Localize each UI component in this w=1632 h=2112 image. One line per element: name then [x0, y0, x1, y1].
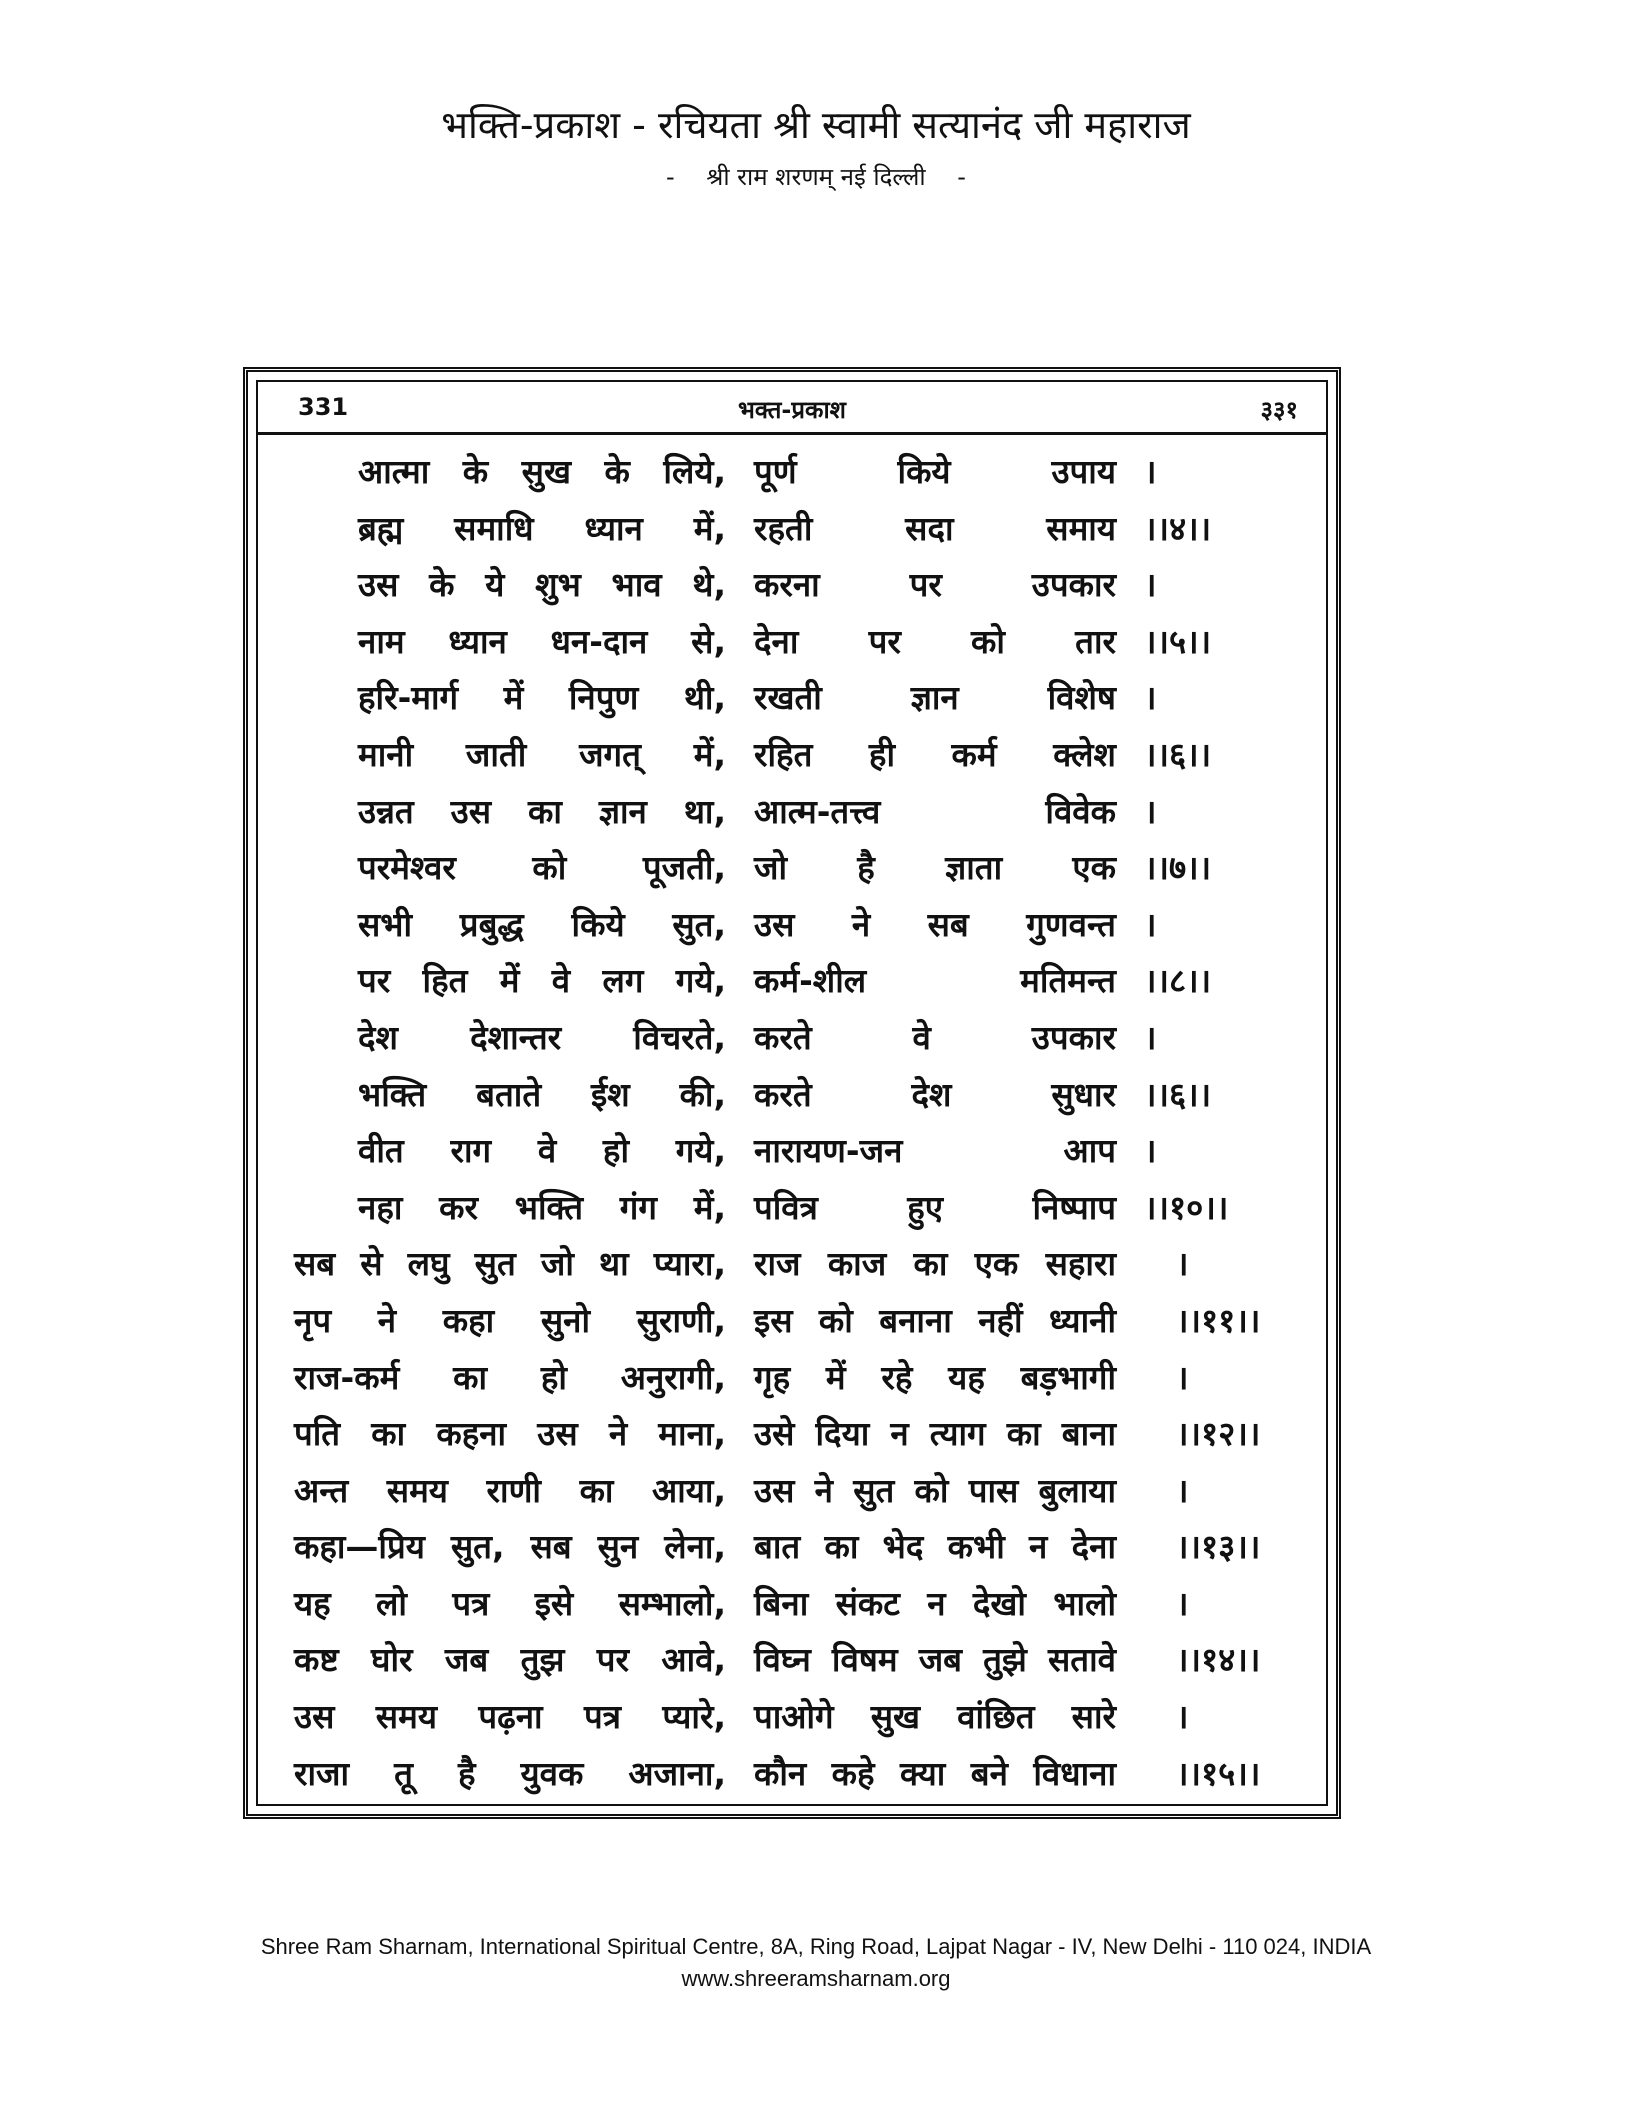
- verse-number: ।।६।।: [1144, 1074, 1212, 1114]
- verse-first-half: राजा तू है युवक अजाना,: [294, 1753, 726, 1793]
- running-head: [258, 382, 1326, 435]
- verse-number: ।।५।।: [1144, 621, 1212, 661]
- verse-line: [258, 782, 1326, 839]
- verse-second-half: पवित्र हुए निष्पाप: [754, 1187, 1116, 1227]
- verse-second-half: रखती ज्ञान विशेष: [754, 678, 1116, 718]
- verse-second-half: बिना संकट न देखो भालो: [754, 1583, 1116, 1623]
- footer-address: Shree Ram Sharnam, International Spiritual Centre, 8A, Ring Road, Lajpat Nagar - IV, New Delhi - 110 024, INDIA: [260, 1934, 1372, 1959]
- verse-number: ।।१४।।: [1176, 1640, 1261, 1680]
- verse-number: ।।७।।: [1144, 848, 1212, 888]
- verse-number: ।।६।।: [1144, 734, 1212, 774]
- verse-first-half: भक्ति बताते ईश की,: [358, 1074, 726, 1114]
- verse-second-half: आत्म-तत्त्व विवेक: [754, 791, 1116, 831]
- verse-first-half: देश देशान्तर विचरते,: [358, 1017, 726, 1057]
- verse-first-half: उस समय पढ़ना पत्र प्यारे,: [294, 1697, 726, 1737]
- verse-number: ।।८।।: [1144, 961, 1212, 1001]
- verse-line: [258, 668, 1326, 725]
- verse-line: [258, 838, 1326, 895]
- verse-line: [258, 1121, 1326, 1178]
- verse-first-half: आत्मा के सुख के लिये,: [358, 452, 726, 491]
- verse-first-half: सभी प्रबुद्ध किये सुत,: [358, 904, 726, 944]
- subtitle-text: श्री राम शरणम् नई दिल्ली: [706, 163, 926, 191]
- verse-second-half: राज काज का एक सहारा: [754, 1244, 1116, 1284]
- verse-first-half: यह लो पत्र इसे सम्भालो,: [294, 1583, 726, 1623]
- verse-line: [258, 1630, 1326, 1687]
- verse-line: [258, 725, 1326, 782]
- verse-first-half: नृप ने कहा सुनो सुराणी,: [294, 1300, 726, 1340]
- verse-line: [258, 1687, 1326, 1744]
- verse-number: ।: [1176, 1583, 1189, 1623]
- running-title: भक्त-प्रकाश: [737, 396, 846, 424]
- verse-line: [258, 951, 1326, 1008]
- verse-first-half: राज-कर्म का हो अनुरागी,: [294, 1357, 726, 1397]
- verse-line: [258, 612, 1326, 669]
- verse-second-half: देना पर को तार: [754, 621, 1116, 661]
- subtitle-dash-right: -: [957, 163, 966, 191]
- verse-first-half: पर हित में वे लग गये,: [358, 961, 726, 1001]
- verse-first-half: अन्त समय राणी का आया,: [294, 1470, 726, 1510]
- verse-line: [258, 442, 1326, 499]
- verse-number: ।: [1144, 678, 1157, 718]
- verse-number: ।।१५।।: [1176, 1753, 1261, 1793]
- verse-line: [258, 1574, 1326, 1631]
- verse-second-half: रहती सदा समाय: [754, 508, 1116, 548]
- verse-number: ।: [1144, 1131, 1157, 1171]
- verse-first-half: उस के ये शुभ भाव थे,: [358, 565, 726, 605]
- verse-number: ।: [1144, 904, 1157, 944]
- verse-number: ।।११।।: [1176, 1300, 1261, 1340]
- page-title: भक्ति-प्रकाश - रचियता श्री स्वामी सत्यानंद जी महाराज: [441, 103, 1191, 147]
- verse-second-half: रहित ही कर्म क्लेश: [754, 734, 1116, 774]
- verse-first-half: वीत राग वे हो गये,: [358, 1131, 726, 1171]
- verse-line: [258, 1065, 1326, 1122]
- page-number-left: 331: [298, 393, 349, 421]
- page-subtitle: [0, 160, 1632, 194]
- verse-number: ।: [1144, 565, 1157, 605]
- verse-number: ।: [1176, 1470, 1189, 1510]
- verse-second-half: जो है ज्ञाता एक: [754, 848, 1116, 888]
- verse-first-half: हरि-मार्ग में निपुण थी,: [358, 678, 726, 718]
- verse-second-half: कर्म-शील मतिमन्त: [754, 961, 1116, 1001]
- footer-website: www.shreeramsharnam.org: [681, 1966, 951, 1991]
- verse-line: [258, 1461, 1326, 1518]
- verse-second-half: कौन कहे क्या बने विधाना: [754, 1753, 1116, 1793]
- verse-number: ।: [1176, 1357, 1189, 1397]
- subtitle-dash-left: -: [666, 163, 675, 191]
- verse-first-half: नहा कर भक्ति गंग में,: [358, 1187, 726, 1227]
- verse-second-half: विघ्न विषम जब तुझे सतावे: [754, 1640, 1116, 1680]
- verse-first-half: उन्नत उस का ज्ञान था,: [358, 791, 726, 831]
- scanned-book-page: [243, 367, 1341, 1819]
- page-footer: [0, 1931, 1632, 1995]
- verse-line: [258, 499, 1326, 556]
- verse-number: ।: [1144, 791, 1157, 831]
- verse-second-half: उस ने सब गुणवन्त: [754, 904, 1116, 944]
- verse-second-half: पूर्ण किये उपाय: [754, 452, 1116, 491]
- verse-first-half: परमेश्वर को पूजती,: [358, 848, 726, 888]
- page-number-right: ३३१: [1260, 396, 1298, 424]
- verse-number: ।।१२।।: [1176, 1414, 1261, 1454]
- verse-line: [258, 555, 1326, 612]
- verse-first-half: सब से लघु सुत जो था प्यारा,: [294, 1244, 726, 1284]
- verse-second-half: उस ने सुत को पास बुलाया: [754, 1470, 1116, 1510]
- verse-first-half: ब्रह्म समाधि ध्यान में,: [358, 508, 726, 548]
- verse-number: ।: [1144, 452, 1157, 491]
- verse-number: ।।१०।।: [1144, 1187, 1229, 1227]
- verse-line: [258, 1234, 1326, 1291]
- verse-second-half: गृह में रहे यह बड़भागी: [754, 1357, 1116, 1397]
- verse-first-half: नाम ध्यान धन-दान से,: [358, 621, 726, 661]
- verse-line: [258, 895, 1326, 952]
- verse-first-half: मानी जाती जगत् में,: [358, 734, 726, 774]
- verse-number: ।: [1176, 1244, 1189, 1284]
- verse-number: ।।१३।।: [1176, 1527, 1261, 1567]
- verse-first-half: कहा—प्रिय सुत, सब सुन लेना,: [294, 1527, 726, 1567]
- verse-second-half: नारायण-जन आप: [754, 1131, 1116, 1171]
- verse-line: [258, 1348, 1326, 1405]
- verse-line: [258, 1744, 1326, 1801]
- verse-number: ।: [1144, 1017, 1157, 1057]
- verse-line: [258, 1291, 1326, 1348]
- verse-second-half: करते देश सुधार: [754, 1074, 1116, 1114]
- verse-second-half: पाओगे सुख वांछित सारे: [754, 1697, 1116, 1737]
- verse-second-half: करते वे उपकार: [754, 1017, 1116, 1057]
- book-page-border: [256, 380, 1328, 1806]
- verse-first-half: कष्ट घोर जब तुझ पर आवे,: [294, 1640, 726, 1680]
- verse-number: ।।४।।: [1144, 508, 1212, 548]
- verse-second-half: इस को बनाना नहीं ध्यानी: [754, 1300, 1116, 1340]
- verse-number: ।: [1176, 1697, 1189, 1737]
- verse-line: [258, 1178, 1326, 1235]
- verse-second-half: बात का भेद कभी न देना: [754, 1527, 1116, 1567]
- verse-second-half: करना पर उपकार: [754, 565, 1116, 605]
- page-header: [0, 100, 1632, 194]
- verse-line: [258, 1517, 1326, 1574]
- verse-second-half: उसे दिया न त्याग का बाना: [754, 1414, 1116, 1454]
- verse-list: [258, 442, 1326, 1800]
- verse-first-half: पति का कहना उस ने माना,: [294, 1414, 726, 1454]
- verse-line: [258, 1008, 1326, 1065]
- verse-line: [258, 1404, 1326, 1461]
